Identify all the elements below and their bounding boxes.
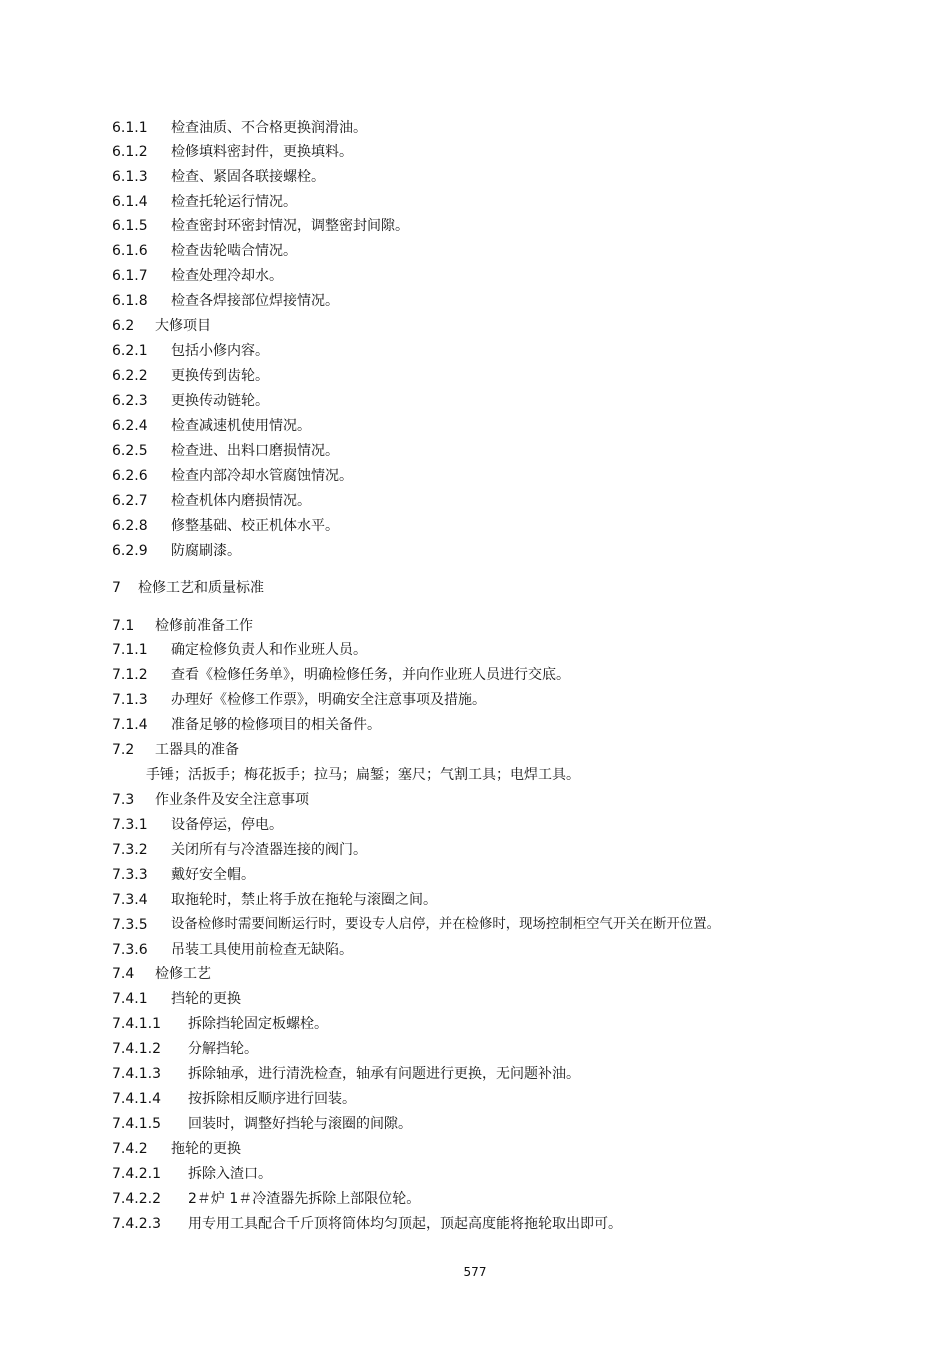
item-text: 检查内部冷却水管腐蚀情况。 xyxy=(171,468,353,484)
item-number: 7.1 xyxy=(112,618,135,634)
item-text: 用专用工具配合千斤顶将筒体均匀顶起，顶起高度能将拖轮取出即可。 xyxy=(188,1216,622,1232)
item-number: 7.3.4 xyxy=(112,892,148,908)
item-number: 7.4.1.1 xyxy=(112,1016,161,1032)
item-number: 7.4.2.1 xyxy=(112,1166,161,1182)
item-text: 检查密封环密封情况，调整密封间隙。 xyxy=(171,218,409,234)
section-heading xyxy=(112,614,253,638)
item-text: 防腐刷漆。 xyxy=(171,543,241,559)
list-item xyxy=(112,264,283,288)
item-text: 检查托轮运行情况。 xyxy=(171,194,297,210)
item-text: 戴好安全帽。 xyxy=(171,867,255,883)
list-item xyxy=(112,165,325,189)
item-text: 大修项目 xyxy=(155,318,211,334)
item-text: 更换传动链轮。 xyxy=(171,393,269,409)
item-number: 6.1.1 xyxy=(112,120,148,136)
item-text: 设备检修时需要间断运行时，要设专人启停，并在检修时，现场控制柜空气开关在断开位置。 xyxy=(171,917,721,932)
item-text: 2＃炉 1＃冷渣器先拆除上部限位轮。 xyxy=(188,1191,421,1207)
page-number: 577 xyxy=(463,1265,487,1279)
item-number: 7.4.1.4 xyxy=(112,1091,161,1107)
item-text: 检查进、出料口磨损情况。 xyxy=(171,443,339,459)
item-number: 7 xyxy=(112,580,121,596)
list-item xyxy=(112,863,255,887)
list-item xyxy=(112,1062,580,1086)
item-text: 修整基础、校正机体水平。 xyxy=(171,518,339,534)
item-number: 7.1.1 xyxy=(112,642,148,658)
item-text: 检修填料密封件，更换填料。 xyxy=(171,144,353,160)
item-text: 分解挡轮。 xyxy=(188,1041,258,1057)
item-text: 取拖轮时，禁止将手放在拖轮与滚圈之间。 xyxy=(171,892,437,908)
list-item xyxy=(112,688,486,712)
list-item xyxy=(112,888,437,912)
item-text: 检修工艺和质量标准 xyxy=(138,580,264,596)
item-number: 7.3.6 xyxy=(112,942,148,958)
list-item xyxy=(112,140,353,164)
section-heading xyxy=(112,314,211,338)
list-item xyxy=(112,539,241,563)
item-number: 6.1.6 xyxy=(112,243,148,259)
item-text: 检查齿轮啮合情况。 xyxy=(171,243,297,259)
list-item xyxy=(112,289,339,313)
item-number: 7.4.1 xyxy=(112,991,148,1007)
item-text: 更换传到齿轮。 xyxy=(171,368,269,384)
list-item xyxy=(112,1212,622,1236)
item-number: 6.2 xyxy=(112,318,135,334)
item-text: 检修前准备工作 xyxy=(155,618,253,634)
item-number: 6.1.7 xyxy=(112,268,148,284)
item-text: 关闭所有与冷渣器连接的阀门。 xyxy=(171,842,367,858)
list-item xyxy=(112,464,353,488)
list-item xyxy=(112,439,339,463)
list-item xyxy=(112,190,297,214)
list-item xyxy=(112,414,311,438)
item-number: 6.1.8 xyxy=(112,293,148,309)
item-number: 7.3.1 xyxy=(112,817,148,833)
list-item xyxy=(112,116,367,140)
list-item xyxy=(112,1187,420,1211)
item-number: 7.4.1.3 xyxy=(112,1066,161,1082)
item-number: 7.4.1.2 xyxy=(112,1041,161,1057)
list-item xyxy=(112,1162,272,1186)
item-text: 查看《检修任务单》，明确检修任务，并向作业班人员进行交底。 xyxy=(171,667,570,683)
list-item xyxy=(112,663,570,687)
list-item xyxy=(112,1037,258,1061)
item-number: 7.1.2 xyxy=(112,667,148,683)
item-number: 6.1.5 xyxy=(112,218,148,234)
item-number: 6.2.6 xyxy=(112,468,148,484)
item-number: 6.1.3 xyxy=(112,169,148,185)
item-number: 7.4.2.2 xyxy=(112,1191,161,1207)
item-text: 拖轮的更换 xyxy=(171,1141,241,1157)
item-number: 7.4.1.5 xyxy=(112,1116,161,1132)
section-heading xyxy=(112,738,239,762)
item-number: 6.1.2 xyxy=(112,144,148,160)
item-text: 办理好《检修工作票》，明确安全注意事项及措施。 xyxy=(171,692,486,708)
item-text: 吊装工具使用前检查无缺陷。 xyxy=(171,942,353,958)
item-text: 拆除入渣口。 xyxy=(188,1166,272,1182)
list-item xyxy=(112,813,283,837)
item-text: 按拆除相反顺序进行回装。 xyxy=(188,1091,356,1107)
item-number: 6.2.2 xyxy=(112,368,148,384)
list-item xyxy=(112,1012,328,1036)
item-number: 6.2.1 xyxy=(112,343,148,359)
item-text: 包括小修内容。 xyxy=(171,343,269,359)
item-text: 检查各焊接部位焊接情况。 xyxy=(171,293,339,309)
list-item xyxy=(112,938,353,962)
item-number: 6.1.4 xyxy=(112,194,148,210)
list-item xyxy=(112,389,269,413)
item-number: 7.4 xyxy=(112,966,135,982)
item-text: 检查、紧固各联接螺栓。 xyxy=(171,169,325,185)
list-item xyxy=(112,239,297,263)
item-number: 7.3 xyxy=(112,792,135,808)
item-text: 作业条件及安全注意事项 xyxy=(155,792,309,808)
item-number: 6.2.8 xyxy=(112,518,148,534)
item-text: 设备停运，停电。 xyxy=(171,817,283,833)
list-item xyxy=(112,214,409,238)
list-item xyxy=(112,364,269,388)
list-item xyxy=(112,514,339,538)
chapter-heading xyxy=(112,576,264,600)
item-text: 确定检修负责人和作业班人员。 xyxy=(171,642,367,658)
item-number: 7.4.2 xyxy=(112,1141,148,1157)
list-item xyxy=(112,1112,412,1136)
item-text: 拆除挡轮固定板螺栓。 xyxy=(188,1016,328,1032)
item-text: 手锤；活扳手；梅花扳手；拉马；扁錾；塞尺；气割工具；电焊工具。 xyxy=(146,767,580,783)
item-number: 6.2.9 xyxy=(112,543,148,559)
item-text: 准备足够的检修项目的相关备件。 xyxy=(171,717,381,733)
item-number: 7.3.5 xyxy=(112,917,148,933)
list-item xyxy=(112,713,381,737)
item-text: 检修工艺 xyxy=(155,966,211,982)
item-text: 检查减速机使用情况。 xyxy=(171,418,311,434)
item-number: 6.2.7 xyxy=(112,493,148,509)
item-text: 回装时，调整好挡轮与滚圈的间隙。 xyxy=(188,1116,412,1132)
item-number: 6.2.5 xyxy=(112,443,148,459)
list-item xyxy=(112,913,720,937)
item-text: 检查油质、不合格更换润滑油。 xyxy=(171,120,367,136)
list-item xyxy=(112,1087,356,1111)
item-number: 7.3.2 xyxy=(112,842,148,858)
list-item xyxy=(112,1137,241,1161)
item-text: 检查机体内磨损情况。 xyxy=(171,493,311,509)
item-number: 7.1.3 xyxy=(112,692,148,708)
item-text: 拆除轴承，进行清洗检查，轴承有问题进行更换，无问题补油。 xyxy=(188,1066,580,1082)
item-text: 检查处理冷却水。 xyxy=(171,268,283,284)
item-number: 7.1.4 xyxy=(112,717,148,733)
item-number: 7.4.2.3 xyxy=(112,1216,161,1232)
section-heading xyxy=(112,788,309,812)
list-item xyxy=(112,838,367,862)
tools-list xyxy=(146,763,580,787)
item-number: 6.2.3 xyxy=(112,393,148,409)
section-heading xyxy=(112,962,211,986)
list-item xyxy=(112,987,241,1011)
item-text: 工器具的准备 xyxy=(155,742,239,758)
item-number: 6.2.4 xyxy=(112,418,148,434)
list-item xyxy=(112,339,269,363)
list-item xyxy=(112,489,311,513)
item-number: 7.3.3 xyxy=(112,867,148,883)
item-number: 7.2 xyxy=(112,742,135,758)
list-item xyxy=(112,638,367,662)
item-text: 挡轮的更换 xyxy=(171,991,241,1007)
